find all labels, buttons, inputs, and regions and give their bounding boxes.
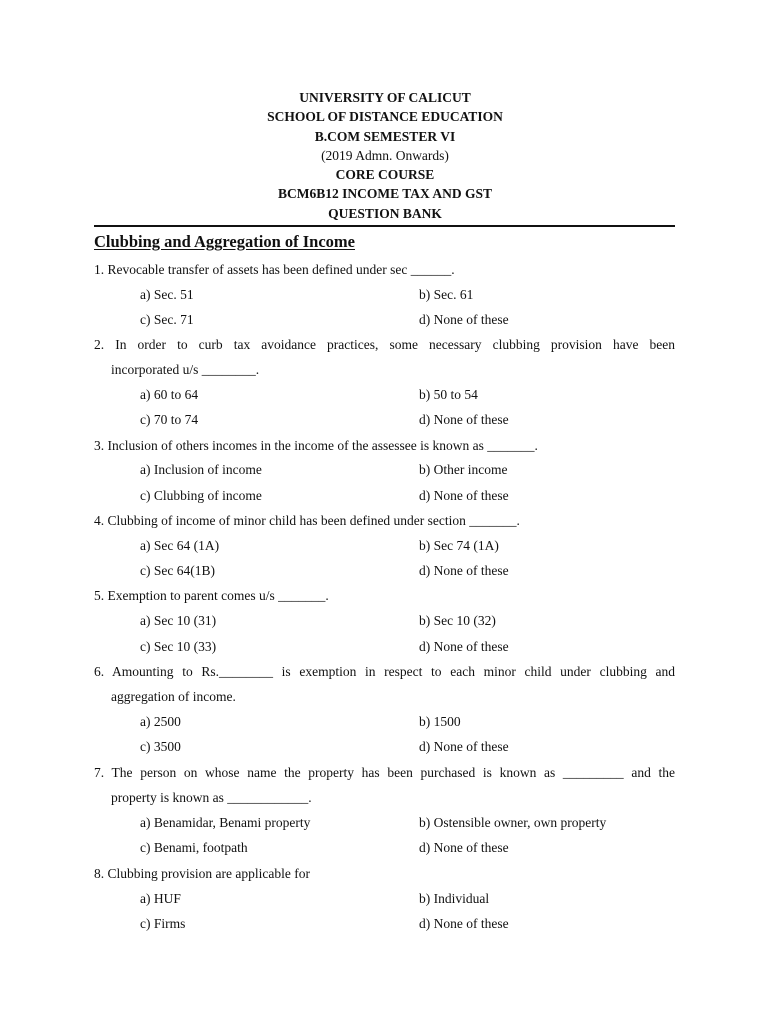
document-title: QUESTION BANK — [328, 205, 442, 221]
question-4: 4. Clubbing of income of minor child has been defined under section _______. — [94, 513, 520, 528]
question-2-continuation: incorporated u/s ________. — [111, 362, 260, 377]
question-3-option-c: c) Clubbing of income — [140, 488, 262, 503]
question-4-option-a: a) Sec 64 (1A) — [140, 538, 220, 553]
question-2: 2. In order to curb tax avoidance practices, some necessary clubbing provision have been — [94, 337, 675, 352]
question-6-continuation: aggregation of income. — [111, 689, 236, 704]
question-4-option-c: c) Sec 64(1B) — [140, 563, 215, 578]
question-1: 1. Revocable transfer of assets has been defined under sec ______. — [94, 262, 455, 277]
question-5-option-c: c) Sec 10 (33) — [140, 639, 217, 654]
question-2-option-b: b) 50 to 54 — [419, 387, 478, 402]
school-name: SCHOOL OF DISTANCE EDUCATION — [267, 109, 503, 125]
question-5-option-d: d) None of these — [419, 639, 509, 654]
question-6-option-a: a) 2500 — [140, 714, 181, 729]
question-3-option-d: d) None of these — [419, 488, 509, 503]
header-divider — [94, 225, 675, 227]
question-2-option-a: a) 60 to 64 — [140, 387, 199, 402]
question-1-option-b: b) Sec. 61 — [419, 287, 474, 302]
question-7-option-b: b) Ostensible owner, own property — [419, 815, 607, 830]
question-7-option-c: c) Benami, footpath — [140, 840, 248, 855]
question-1-option-d: d) None of these — [419, 312, 509, 327]
question-7-option-d: d) None of these — [419, 840, 509, 855]
question-8-option-d: d) None of these — [419, 916, 509, 931]
question-2-option-d: d) None of these — [419, 412, 509, 427]
question-5-option-a: a) Sec 10 (31) — [140, 613, 217, 628]
course-name: BCM6B12 INCOME TAX AND GST — [277, 186, 493, 202]
question-2-option-c: c) 70 to 74 — [140, 412, 199, 427]
programme-name: B.COM SEMESTER VI — [314, 128, 456, 144]
question-8: 8. Clubbing provision are applicable for — [94, 866, 310, 881]
question-1-option-a: a) Sec. 51 — [140, 287, 194, 302]
question-7-option-a: a) Benamidar, Benami property — [140, 815, 311, 830]
course-type: CORE COURSE — [335, 167, 435, 183]
question-8-option-c: c) Firms — [140, 916, 186, 931]
question-6-option-b: b) 1500 — [419, 714, 461, 729]
question-6: 6. Amounting to Rs.________ is exemption in respect to each minor child under clubbing and — [94, 664, 675, 679]
question-4-option-b: b) Sec 74 (1A) — [419, 538, 499, 553]
question-8-option-b: b) Individual — [419, 891, 490, 906]
question-8-option-a: a) HUF — [140, 891, 181, 906]
question-6-option-c: c) 3500 — [140, 739, 181, 754]
question-1-option-c: c) Sec. 71 — [140, 312, 194, 327]
university-name: UNIVERSITY OF CALICUT — [299, 90, 471, 105]
question-3-option-b: b) Other income — [419, 462, 508, 477]
section-title: Clubbing and Aggregation of Income — [94, 232, 355, 251]
question-7: 7. The person on whose name the property has been purchased is known as _________ and the — [94, 765, 675, 780]
question-6-option-d: d) None of these — [419, 739, 509, 754]
question-3-option-a: a) Inclusion of income — [140, 462, 262, 477]
question-5-option-b: b) Sec 10 (32) — [419, 613, 496, 628]
question-5: 5. Exemption to parent comes u/s _______. — [94, 588, 329, 603]
document-header — [0, 88, 770, 223]
question-3: 3. Inclusion of others incomes in the income of the assessee is known as _______. — [94, 438, 538, 453]
question-7-continuation: property is known as ____________. — [111, 790, 312, 805]
question-4-option-d: d) None of these — [419, 563, 509, 578]
admission-note: (2019 Admn. Onwards) — [321, 147, 449, 163]
